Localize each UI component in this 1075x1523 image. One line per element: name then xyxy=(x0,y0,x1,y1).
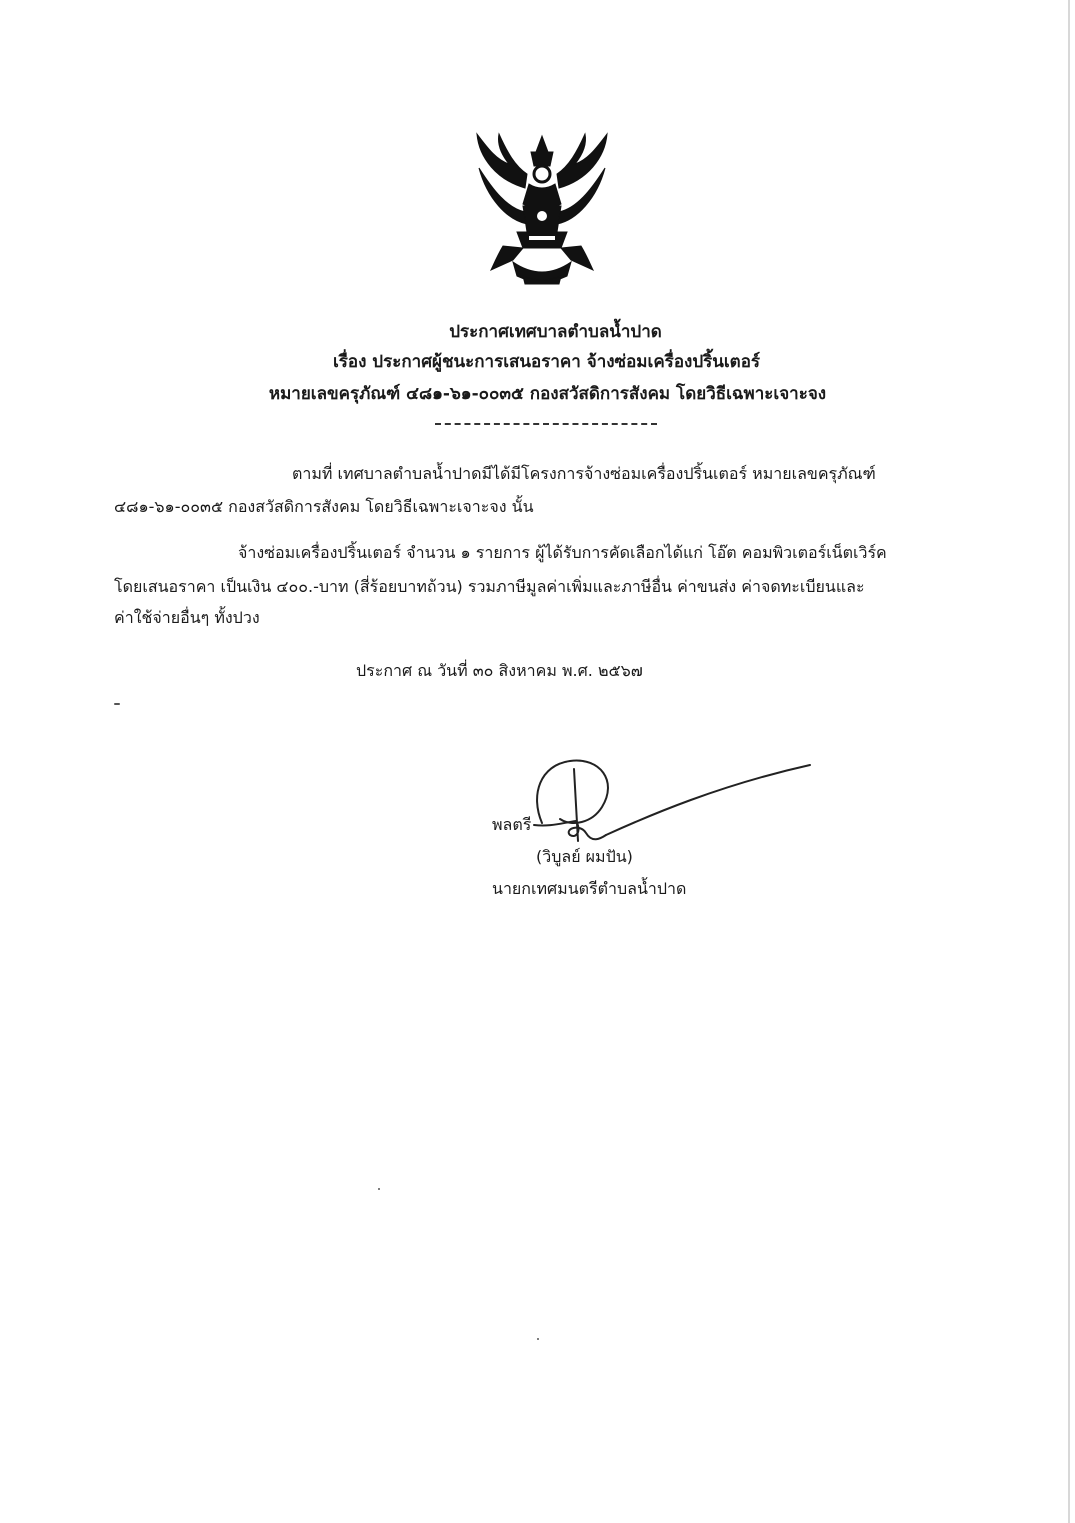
paragraph-2-line-3: ค่าใช้จ่ายอื่นๆ ทั้งปวง xyxy=(114,608,260,627)
paragraph-1-line-1: ตามที่ เทศบาลตำบลน้ำปาดมีได้มีโครงการจ้างซ่อมเครื่องปริ้นเตอร์ หมายเลขครุภัณฑ์ xyxy=(292,464,876,483)
garuda-emblem-icon xyxy=(467,128,617,288)
scan-edge-line xyxy=(1068,0,1070,1523)
signatory-position: นายกเทศมนตรีตำบลน้ำปาด xyxy=(492,879,687,898)
signatory-name: (วิบูลย์ ผมปัน) xyxy=(536,847,633,866)
announcement-date: ประกาศ ณ วันที่ ๓๐ สิงหาคม พ.ศ. ๒๕๖๗ xyxy=(356,661,643,680)
title-separator xyxy=(435,423,657,425)
paragraph-2-line-2: โดยเสนอราคา เป็นเงิน ๔๐๐.-บาท (สี่ร้อยบาทถ้วน) รวมภาษีมูลค่าเพิ่มและภาษีอื่น ค่าขนส่ง ค่าจดทะเบียนและ xyxy=(114,577,865,596)
announcement-reference: หมายเลขครุภัณฑ์ ๔๘๑-๖๑-๐๐๓๕ กองสวัสดิการสังคม โดยวิธีเฉพาะเจาะจง xyxy=(268,384,827,404)
paragraph-1-line-2: ๔๘๑-๖๑-๐๐๓๕ กองสวัสดิการสังคม โดยวิธีเฉพาะเจาะจง นั้น xyxy=(114,497,534,516)
announcement-title: ประกาศเทศบาลตำบลน้ำปาด xyxy=(449,322,662,342)
handwritten-signature xyxy=(520,755,820,855)
scan-artifact xyxy=(114,703,120,705)
announcement-subject: เรื่อง ประกาศผู้ชนะการเสนอราคา จ้างซ่อมเครื่องปริ้นเตอร์ xyxy=(332,352,761,372)
signatory-rank: พลตรี xyxy=(492,815,532,834)
scan-artifact xyxy=(537,1338,539,1340)
paragraph-2-line-1: จ้างซ่อมเครื่องปริ้นเตอร์ จำนวน ๑ รายการ ผู้ได้รับการคัดเลือกได้แก่ โอ๊ต คอมพิวเตอร์เน็ตเวิร์ค xyxy=(238,543,887,562)
scan-artifact xyxy=(378,1188,380,1190)
